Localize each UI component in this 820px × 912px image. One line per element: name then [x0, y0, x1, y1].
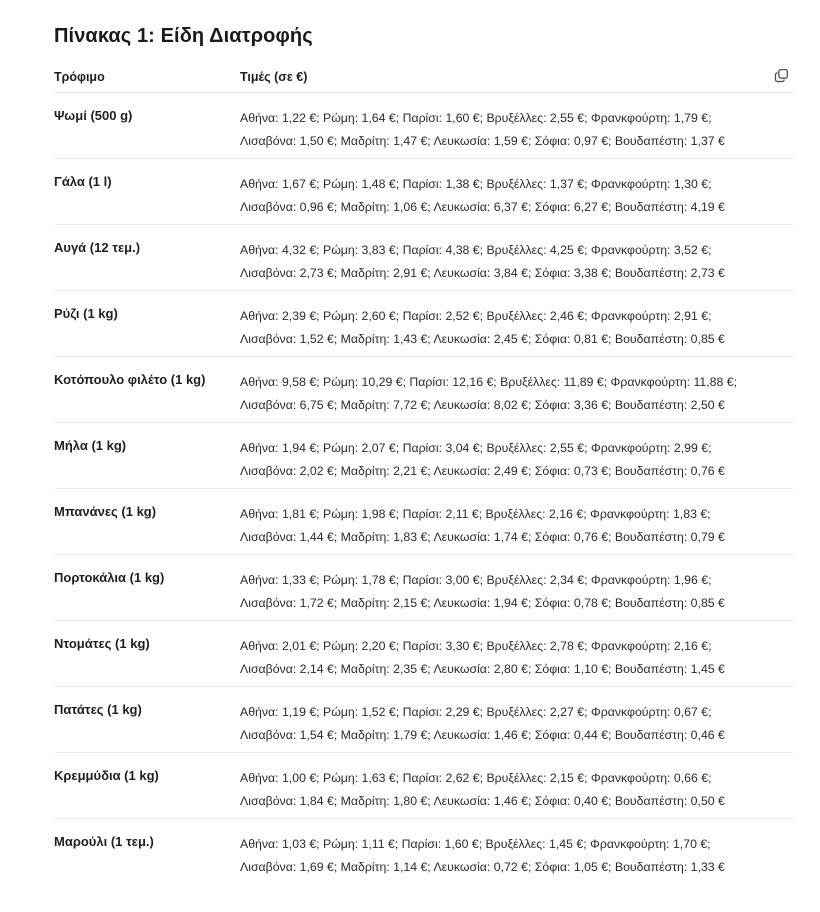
table-row [54, 687, 794, 753]
table-row [54, 291, 794, 357]
price-cell [240, 357, 794, 422]
price-line-1: Αθήνα: 1,00 €; Ρώμη: 1,63 €; Παρίσι: 2,62 €; Βρυξέλλες: 2,15 €; Φρανκφούρτη: 0,66 €; [240, 771, 712, 785]
price-line-1: Αθήνα: 1,81 €; Ρώμη: 1,98 €; Παρίσι: 2,11 €; Βρυξέλλες: 2,16 €; Φρανκφούρτη: 1,83 €; [240, 507, 711, 521]
price-line-1: Αθήνα: 1,19 €; Ρώμη: 1,52 €; Παρίσι: 2,29 €; Βρυξέλλες: 2,27 €; Φρανκφούρτη: 0,67 €; [240, 705, 712, 719]
table-row [54, 225, 794, 291]
food-name: Ντομάτες (1 kg) [54, 636, 150, 651]
price-line-2: Λισαβόνα: 0,96 €; Μαδρίτη: 1,06 €; Λευκωσία: 6,37 €; Σόφια: 6,27 €; Βουδαπέστη: 4,19 € [240, 200, 725, 214]
price-line-1: Αθήνα: 4,32 €; Ρώμη: 3,83 €; Παρίσι: 4,38 €; Βρυξέλλες: 4,25 €; Φρανκφούρτη: 3,52 €; [240, 243, 712, 257]
copy-icon [774, 68, 789, 86]
price-line-2: Λισαβόνα: 1,72 €; Μαδρίτη: 2,15 €; Λευκωσία: 1,94 €; Σόφια: 0,78 €; Βουδαπέστη: 0,85 € [240, 596, 725, 610]
table-row [54, 753, 794, 819]
food-prices-table [54, 62, 794, 885]
price-line-2: Λισαβόνα: 2,02 €; Μαδρίτη: 2,21 €; Λευκωσία: 2,49 €; Σόφια: 0,73 €; Βουδαπέστη: 0,76 € [240, 464, 725, 478]
price-cell [240, 159, 794, 224]
table-title: Πίνακας 1: Είδη Διατροφής [54, 25, 313, 47]
food-name: Μπανάνες (1 kg) [54, 504, 157, 519]
table-header [54, 62, 794, 93]
table-body [54, 93, 794, 885]
price-line-1: Αθήνα: 1,33 €; Ρώμη: 1,78 €; Παρίσι: 3,00 €; Βρυξέλλες: 2,34 €; Φρανκφούρτη: 1,96 €; [240, 573, 712, 587]
price-cell [240, 93, 794, 158]
price-cell [240, 489, 794, 554]
price-cell [240, 687, 794, 752]
price-line-2: Λισαβόνα: 1,84 €; Μαδρίτη: 1,80 €; Λευκωσία: 1,46 €; Σόφια: 0,40 €; Βουδαπέστη: 0,50 € [240, 794, 725, 808]
food-name: Πορτοκάλια (1 kg) [54, 570, 165, 585]
price-line-2: Λισαβόνα: 1,54 €; Μαδρίτη: 1,79 €; Λευκωσία: 1,46 €; Σόφια: 0,44 €; Βουδαπέστη: 0,46 € [240, 728, 725, 742]
food-name: Πατάτες (1 kg) [54, 702, 142, 717]
price-line-2: Λισαβόνα: 1,69 €; Μαδρίτη: 1,14 €; Λευκωσία: 0,72 €; Σόφια: 1,05 €; Βουδαπέστη: 1,33 € [240, 860, 725, 874]
price-line-1: Αθήνα: 1,67 €; Ρώμη: 1,48 €; Παρίσι: 1,38 €; Βρυξέλλες: 1,37 €; Φρανκφούρτη: 1,30 €; [240, 177, 712, 191]
copy-button[interactable] [770, 66, 792, 88]
price-line-1: Αθήνα: 9,58 €; Ρώμη: 10,29 €; Παρίσι: 12,16 €; Βρυξέλλες: 11,89 €; Φρανκφούρτη: 11,88 €; [240, 375, 738, 389]
food-name: Γάλα (1 l) [54, 174, 112, 189]
price-line-2: Λισαβόνα: 1,44 €; Μαδρίτη: 1,83 €; Λευκωσία: 1,74 €; Σόφια: 0,76 €; Βουδαπέστη: 0,79 € [240, 530, 725, 544]
header-prices: Τιμές (σε €) [240, 70, 308, 84]
price-cell [240, 225, 794, 290]
price-line-1: Αθήνα: 1,03 €; Ρώμη: 1,11 €; Παρίσι: 1,60 €; Βρυξέλλες: 1,45 €; Φρανκφούρτη: 1,70 €; [240, 837, 711, 851]
price-line-1: Αθήνα: 1,94 €; Ρώμη: 2,07 €; Παρίσι: 3,04 €; Βρυξέλλες: 2,55 €; Φρανκφούρτη: 2,99 €; [240, 441, 712, 455]
table-row [54, 423, 794, 489]
price-cell [240, 753, 794, 818]
price-line-2: Λισαβόνα: 1,52 €; Μαδρίτη: 1,43 €; Λευκωσία: 2,45 €; Σόφια: 0,81 €; Βουδαπέστη: 0,85 € [240, 332, 725, 346]
table-row [54, 489, 794, 555]
food-name: Ψωμί (500 g) [54, 108, 133, 123]
price-cell [240, 291, 794, 356]
table-row [54, 819, 794, 885]
price-line-2: Λισαβόνα: 2,14 €; Μαδρίτη: 2,35 €; Λευκωσία: 2,80 €; Σόφια: 1,10 €; Βουδαπέστη: 1,45 € [240, 662, 725, 676]
price-line-1: Αθήνα: 2,39 €; Ρώμη: 2,60 €; Παρίσι: 2,52 €; Βρυξέλλες: 2,46 €; Φρανκφούρτη: 2,91 €; [240, 309, 712, 323]
price-cell [240, 621, 794, 686]
price-cell [240, 555, 794, 620]
header-food: Τρόφιμο [54, 70, 105, 84]
table-row [54, 93, 794, 159]
price-cell [240, 423, 794, 488]
food-name: Μήλα (1 kg) [54, 438, 127, 453]
food-name: Κρεμμύδια (1 kg) [54, 768, 159, 783]
food-name: Αυγά (12 τεμ.) [54, 240, 141, 255]
price-cell [240, 819, 794, 885]
food-name: Μαρούλι (1 τεμ.) [54, 834, 154, 849]
price-line-2: Λισαβόνα: 1,50 €; Μαδρίτη: 1,47 €; Λευκωσία: 1,59 €; Σόφια: 0,97 €; Βουδαπέστη: 1,37 € [240, 134, 725, 148]
price-line-1: Αθήνα: 1,22 €; Ρώμη: 1,64 €; Παρίσι: 1,60 €; Βρυξέλλες: 2,55 €; Φρανκφούρτη: 1,79 €; [240, 111, 712, 125]
table-row [54, 357, 794, 423]
price-line-2: Λισαβόνα: 2,73 €; Μαδρίτη: 2,91 €; Λευκωσία: 3,84 €; Σόφια: 3,38 €; Βουδαπέστη: 2,73 € [240, 266, 725, 280]
table-row [54, 555, 794, 621]
food-name: Κοτόπουλο φιλέτο (1 kg) [54, 372, 206, 387]
price-line-1: Αθήνα: 2,01 €; Ρώμη: 2,20 €; Παρίσι: 3,30 €; Βρυξέλλες: 2,78 €; Φρανκφούρτη: 2,16 €; [240, 639, 712, 653]
table-row [54, 621, 794, 687]
table-row [54, 159, 794, 225]
food-name: Ρύζι (1 kg) [54, 306, 118, 321]
price-line-2: Λισαβόνα: 6,75 €; Μαδρίτη: 7,72 €; Λευκωσία: 8,02 €; Σόφια: 3,36 €; Βουδαπέστη: 2,50 € [240, 398, 725, 412]
